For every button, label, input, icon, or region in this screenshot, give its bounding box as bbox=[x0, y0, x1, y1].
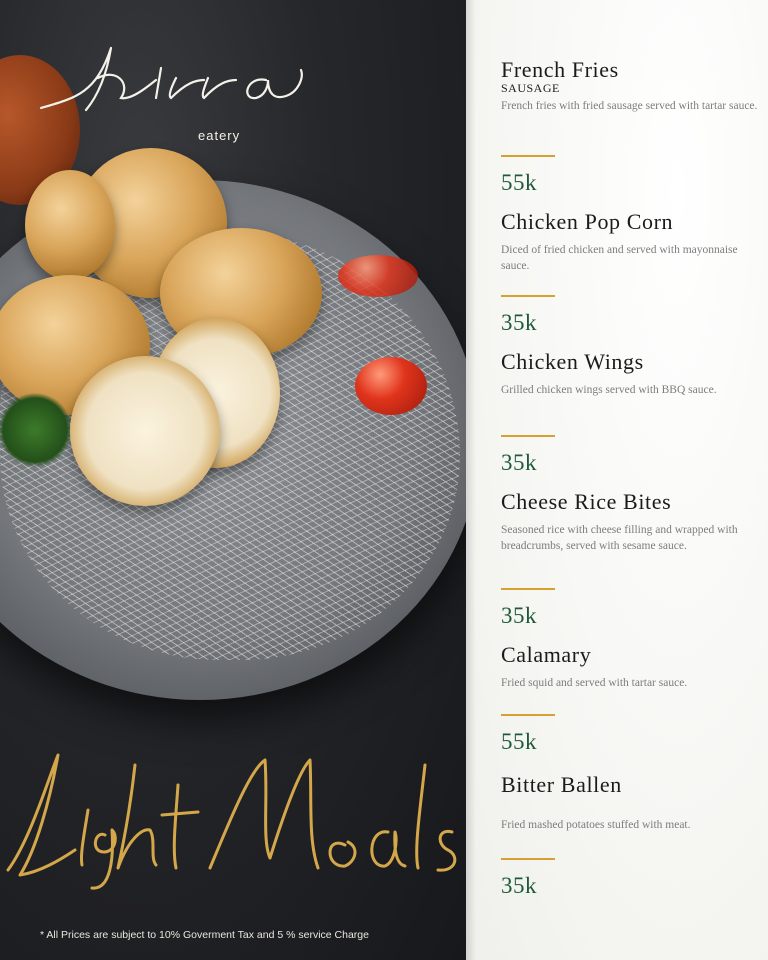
menu-item-price: 55k bbox=[501, 729, 537, 754]
menu-item-name: Chicken Pop Corn bbox=[501, 209, 674, 234]
light-meals-script-icon bbox=[0, 740, 466, 890]
menu-item bbox=[501, 350, 761, 398]
menu-item bbox=[501, 58, 761, 114]
brand-logo bbox=[36, 38, 306, 143]
menu-item-description: French fries with fried sausage served with tartar sauce. bbox=[501, 100, 758, 112]
menu-item-description: Fried mashed potatoes stuffed with meat. bbox=[501, 819, 691, 831]
rice-ball-image bbox=[25, 170, 115, 280]
gold-divider bbox=[501, 155, 555, 157]
menu-item-price: 55k bbox=[501, 170, 537, 195]
panel-divider-shadow bbox=[466, 0, 476, 960]
menu-item bbox=[501, 773, 761, 833]
menu-item-description: Fried squid and served with tartar sauce. bbox=[501, 677, 688, 689]
menu-item-description: Grilled chicken wings served with BBQ sauce. bbox=[501, 384, 717, 396]
section-title-script bbox=[0, 740, 466, 890]
menu-item-name: Bitter Ballen bbox=[501, 772, 622, 797]
menu-item-price: 35k bbox=[501, 603, 537, 628]
cherry-tomato-image bbox=[355, 357, 427, 415]
parsley-garnish-image bbox=[0, 390, 70, 470]
menu-item-description: Seasoned rice with cheese filling and wrapped with breadcrumbs, served with sesame sauce. bbox=[501, 524, 738, 552]
menu-item-name: Cheese Rice Bites bbox=[501, 489, 672, 514]
menu-item-name: French Fries bbox=[501, 57, 619, 82]
gold-divider bbox=[501, 588, 555, 590]
tax-footnote: * All Prices are subject to 10% Goverment Tax and 5 % service Charge bbox=[40, 929, 369, 941]
menu-item bbox=[501, 210, 761, 274]
menu-item bbox=[501, 643, 761, 691]
cherry-tomato-image bbox=[338, 255, 418, 297]
menu-item-name: Chicken Wings bbox=[501, 349, 644, 374]
gold-divider bbox=[501, 858, 555, 860]
menu-item-description: Diced of fried chicken and served with mayonnaise sauce. bbox=[501, 244, 738, 272]
logo-subtext: eatery bbox=[198, 128, 241, 143]
rice-ball-cut-image bbox=[70, 356, 220, 506]
gold-divider bbox=[501, 714, 555, 716]
menu-item-subtitle: SAUSAGE bbox=[501, 81, 560, 95]
gold-divider bbox=[501, 435, 555, 437]
menu-item-price: 35k bbox=[501, 310, 537, 335]
gold-divider bbox=[501, 295, 555, 297]
menu-item-price: 35k bbox=[501, 450, 537, 475]
menu-item-name: Calamary bbox=[501, 642, 592, 667]
logo-script-icon bbox=[36, 38, 306, 118]
menu-item-price: 35k bbox=[501, 873, 537, 898]
menu-item bbox=[501, 490, 761, 554]
